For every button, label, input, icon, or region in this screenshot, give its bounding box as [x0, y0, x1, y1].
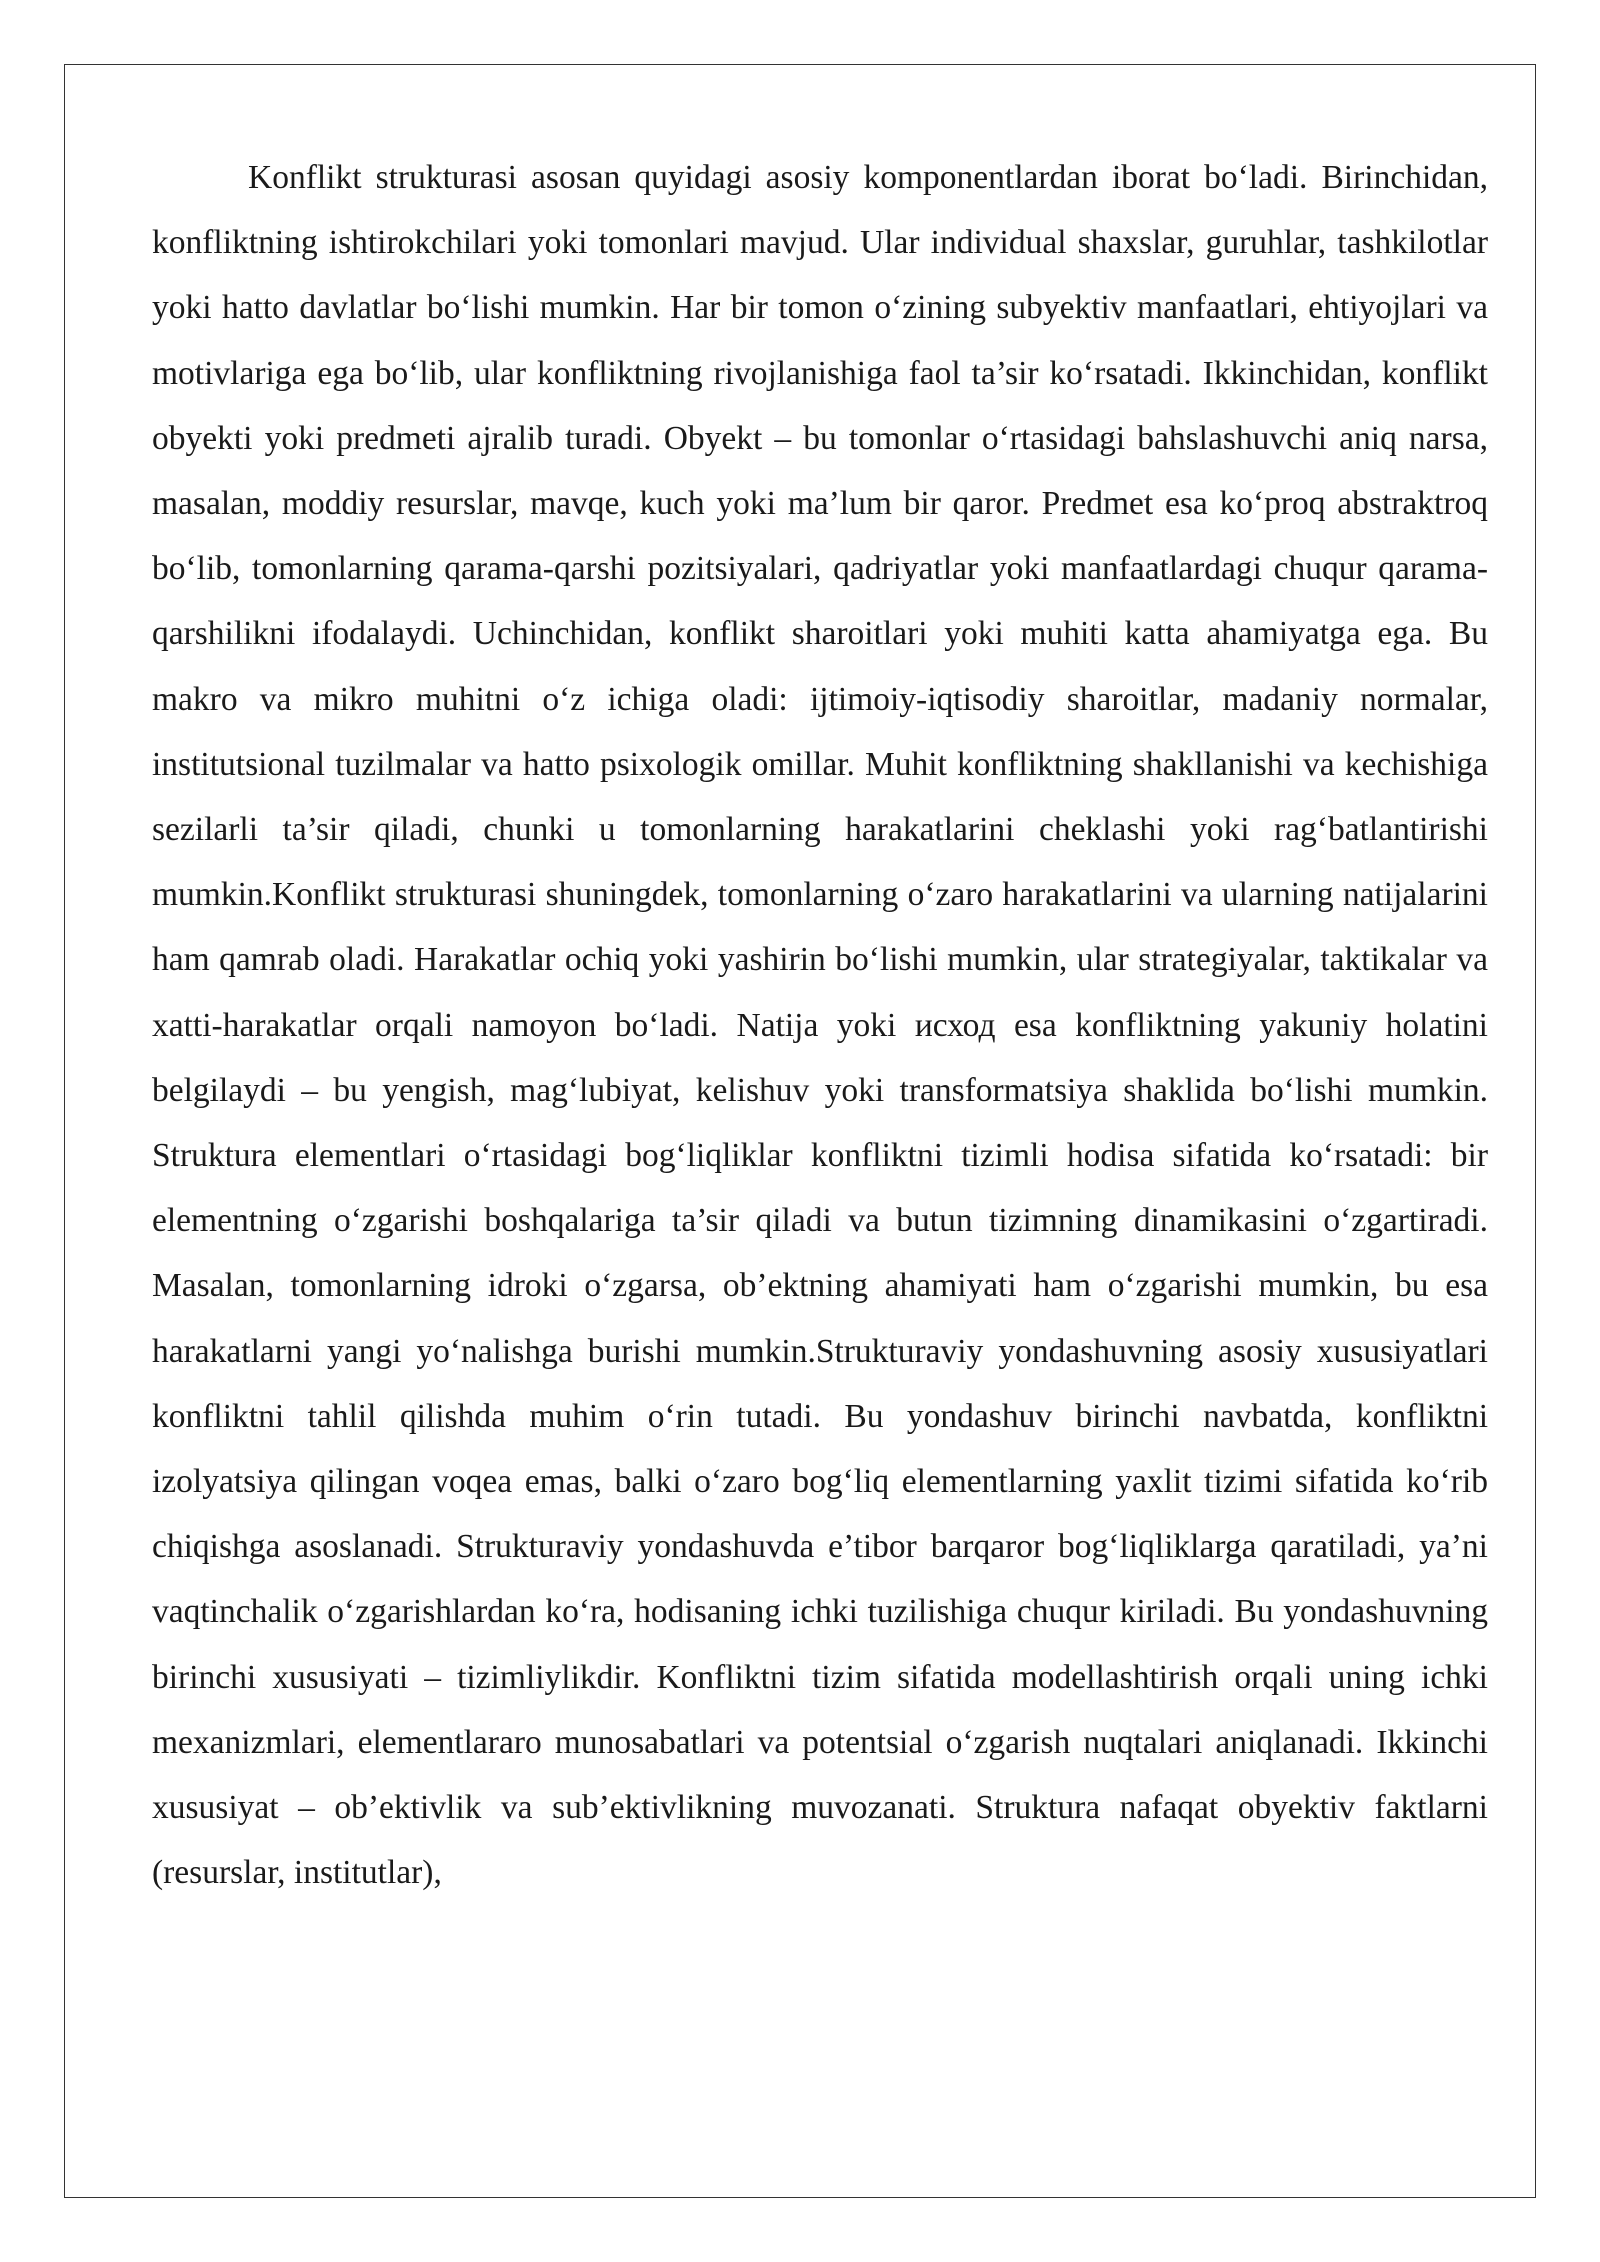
body-paragraph: Konflikt strukturasi asosan quyidagi asosiy komponentlardan iborat bo‘ladi. Birinchidan, konfliktning ishtirokchilari yoki tomonlari mavjud. Ular individual shaxslar, guruhlar, tashkilotlar yoki hatto davlatlar bo‘lishi mumkin. Har bir tomon o‘zining subyektiv manfaatlari, ehtiyojlari va motivlariga ega bo‘lib, ular konfliktning rivojlanishiga faol ta’sir ko‘rsatadi. Ikkinchidan, konflikt obyekti yoki predmeti ajralib turadi. Obyekt – bu tomonlar o‘rtasidagi bahslashuvchi aniq narsa, masalan, moddiy resurslar, mavqe, kuch yoki ma’lum bir qaror. Predmet esa ko‘proq abstraktroq bo‘lib, tomonlarning qarama-qarshi pozitsiyalari, qadriyatlar yoki manfaatlardagi chuqur qarama-qarshilikni ifodalaydi. Uchinchidan, konflikt sharoitlari yoki muhiti katta ahamiyatga ega. Bu makro va mikro muhitni o‘z ichiga oladi: ijtimoiy-iqtisodiy sharoitlar, madaniy normalar, institutsional tuzilmalar va hatto psixologik omillar. Muhit konfliktning shakllanishi va kechishiga sezilarli ta’sir qiladi, chunki u tomonlarning harakatlarini cheklashi yoki rag‘batlantirishi mumkin.Konflikt strukturasi shuningdek, tomonlarning o‘zaro harakatlarini va ularning natijalarini ham qamrab oladi. Harakatlar ochiq yoki yashirin bo‘lishi mumkin, ular strategiyalar, taktikalar va xatti-harakatlar orqali namoyon bo‘ladi. Natija yoki исход esa konfliktning yakuniy holatini belgilaydi – bu yengish, mag‘lubiyat, kelishuv yoki transformatsiya shaklida bo‘lishi mumkin. Struktura elementlari o‘rtasidagi bog‘liqliklar konfliktni tizimli hodisa sifatida ko‘rsatadi: bir elementning o‘zgarishi boshqalariga ta’sir qiladi va butun tizimning dinamikasini o‘zgartiradi. Masalan, tomonlarning idroki o‘zgarsa, ob’ektning ahamiyati ham o‘zgarishi mumkin, bu esa harakatlarni yangi yo‘nalishga burishi mumkin.Strukturaviy yondashuvning asosiy xususiyatlari konfliktni tahlil qilishda muhim o‘rin tutadi. Bu yondashuv birinchi navbatda, konfliktni izolyatsiya qilingan voqea emas, balki o‘zaro bog‘liq elementlarning yaxlit tizimi sifatida ko‘rib chiqishga asoslanadi. Strukturaviy yondashuvda e’tibor barqaror bog‘liqliklarga qaratiladi, ya’ni vaqtinchalik o‘zgarishlardan ko‘ra, hodisaning ichki tuzilishiga chuqur kiriladi. Bu yondashuvning birinchi xususiyati – tizimliylikdir. Konfliktni tizim sifatida modellashtirish orqali uning ichki mexanizmlari, elementlararo munosabatlari va potentsial o‘zgarish nuqtalari aniqlanadi. Ikkinchi xususiyat – ob’ektivlik va sub’ektivlikning muvozanati. Struktura nafaqat obyektiv faktlarni (resurslar, institutlar), — [152, 159, 1488, 1892]
